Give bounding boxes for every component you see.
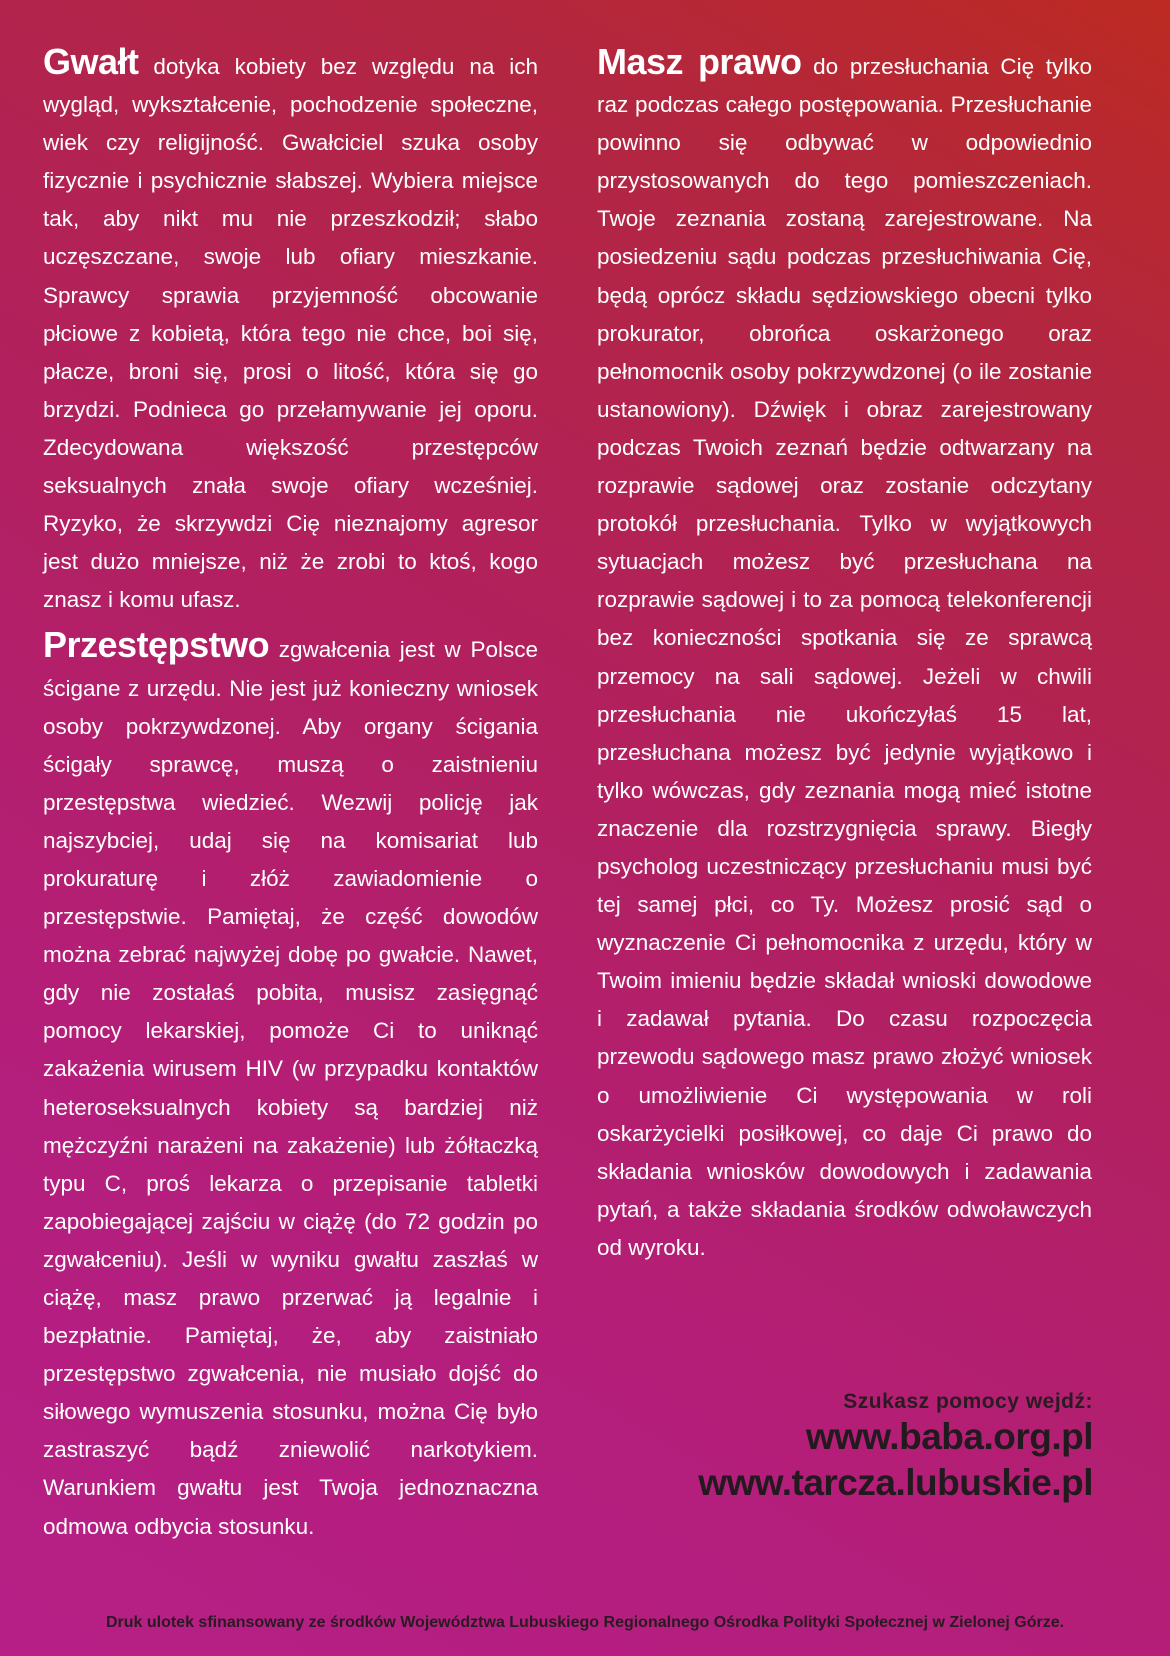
help-label: Szukasz pomocy wejdź: — [843, 1390, 1093, 1413]
left-column — [43, 41, 538, 1554]
lead-word-masz-prawo: Masz prawo — [597, 41, 802, 82]
right-column — [597, 41, 1093, 1275]
help-box — [698, 1390, 1093, 1506]
paragraph-przestepstwo — [43, 624, 538, 1545]
paragraph-gwalt — [43, 41, 538, 619]
footer-note: Druk ulotek sfinansowany ze środków Województwa Lubuskiego Regionalnego Ośrodka Polityki Społecznej w Zielonej Górze. — [105, 1614, 1065, 1631]
paragraph-text: do przesłuchania Cię tylko raz podczas całego postępowania. Przesłuchanie powinno się odbywać w odpowiednio przystosowanych do tego pomieszczeniach. Twoje zeznania zostaną zarejestrowane. Na posiedzeniu sądu podczas przesłuchiwania Cię, będą oprócz składu sędziowskiego obecni tylko prokurator, obrońca oskarżonego oraz pełnomocnik osoby pokrzywdzonej (o ile zostanie ustanowiony). Dźwięk i obraz zarejestrowany podczas Twoich zeznań będzie odtwarzany na rozprawie sądowej oraz zostanie odczytany protokół przesłuchania. Tylko w wyjątkowych sytuacjach możesz być przesłuchana na rozprawie sądowej i to za pomocą telekonferencji bez konieczności spotkania się ze sprawcą przemocy na sali sądowej. Jeżeli w chwili przesłuchania nie ukończyłaś 15 lat, przesłuchana możesz być jedynie wyjątkowo i tylko wówczas, gdy zeznania mogą mieć istotne znaczenie dla rozstrzygnięcia sprawy. Biegły psycholog uczestniczący przesłuchaniu musi być tej samej płci, co Ty. Możesz prosić sąd o wyznaczenie Ci pełnomocnika z urzędu, który w Twoim imieniu będzie składał wnioski dowodowe i zadawał pytania. Do czasu rozpoczęcia przewodu sądowego masz prawo złożyć wniosek o umożliwienie Ci występowania w roli oskarżycielki posiłkowej, co daje Ci prawo do składania wniosków dowodowych i zadawania pytań, a także składania środków odwoławczych od wyroku. — [597, 54, 1093, 1260]
lead-word-gwalt: Gwałt — [43, 41, 139, 82]
link-tarcza[interactable]: www.tarcza.lubuskie.pl — [698, 1462, 1093, 1503]
paragraph-masz-prawo — [597, 41, 1093, 1267]
paragraph-text: zgwałcenia jest w Polsce ścigane z urzędu. Nie jest już konieczny wniosek osoby pokrzywdzonej. Aby organy ścigania ścigały sprawcę, muszą o zaistnieniu przestępstwa wiedzieć. Wezwij policję jak najszybciej, udaj się na komisariat lub prokuraturę i złóż zawiadomienie o przestępstwie. Pamiętaj, że część dowodów można zebrać najwyżej dobę po gwałcie. Nawet, gdy nie zostałaś pobita, musisz zasięgnąć pomocy lekarskiej, pomoże Ci to uniknąć zakażenia wirusem HIV (w przypadku kontaktów heteroseksualnych kobiety są bardziej niż mężczyźni narażeni na zakażenie) lub żółtaczką typu C, proś lekarza o przepisanie tabletki zapobiegającej zajściu w ciążę (do 72 godzin po zgwałceniu). Jeśli w wyniku gwałtu zaszłaś w ciążę, masz prawo przerwać ją legalnie i bezpłatnie. Pamiętaj, że, aby zaistniało przestępstwo zgwałcenia, nie musiało dojść do siłowego wymuszenia stosunku, można Cię było zastraszyć bądź zniewolić narkotykiem. Warunkiem gwałtu jest Twoja jednoznaczna odmowa odbycia stosunku. — [43, 637, 538, 1539]
link-baba[interactable]: www.baba.org.pl — [805, 1416, 1093, 1457]
lead-word-przestepstwo: Przestępstwo — [43, 624, 270, 666]
paragraph-text: dotyka kobiety bez względu na ich wygląd, wykształcenie, pochodzenie społeczne, wiek czy religijność. Gwałciciel szuka osoby fizycznie i psychicznie słabszej. Wybiera miejsce tak, aby nikt mu nie przeszkodził; słabo uczęszczane, swoje lub ofiary mieszkanie. Sprawcy sprawia przyjemność obcowanie płciowe z kobietą, która tego nie chce, boi się, płacze, broni się, prosi o litość, która się go brzydzi. Podnieca go przełamywanie jej oporu. Zdecydowana większość przestępców seksualnych znała swoje ofiary wcześniej. Ryzyko, że skrzywdzi Cię nieznajomy agresor jest dużo mniejsze, niż że zrobi to ktoś, kogo znasz i komu ufasz. — [43, 54, 538, 613]
